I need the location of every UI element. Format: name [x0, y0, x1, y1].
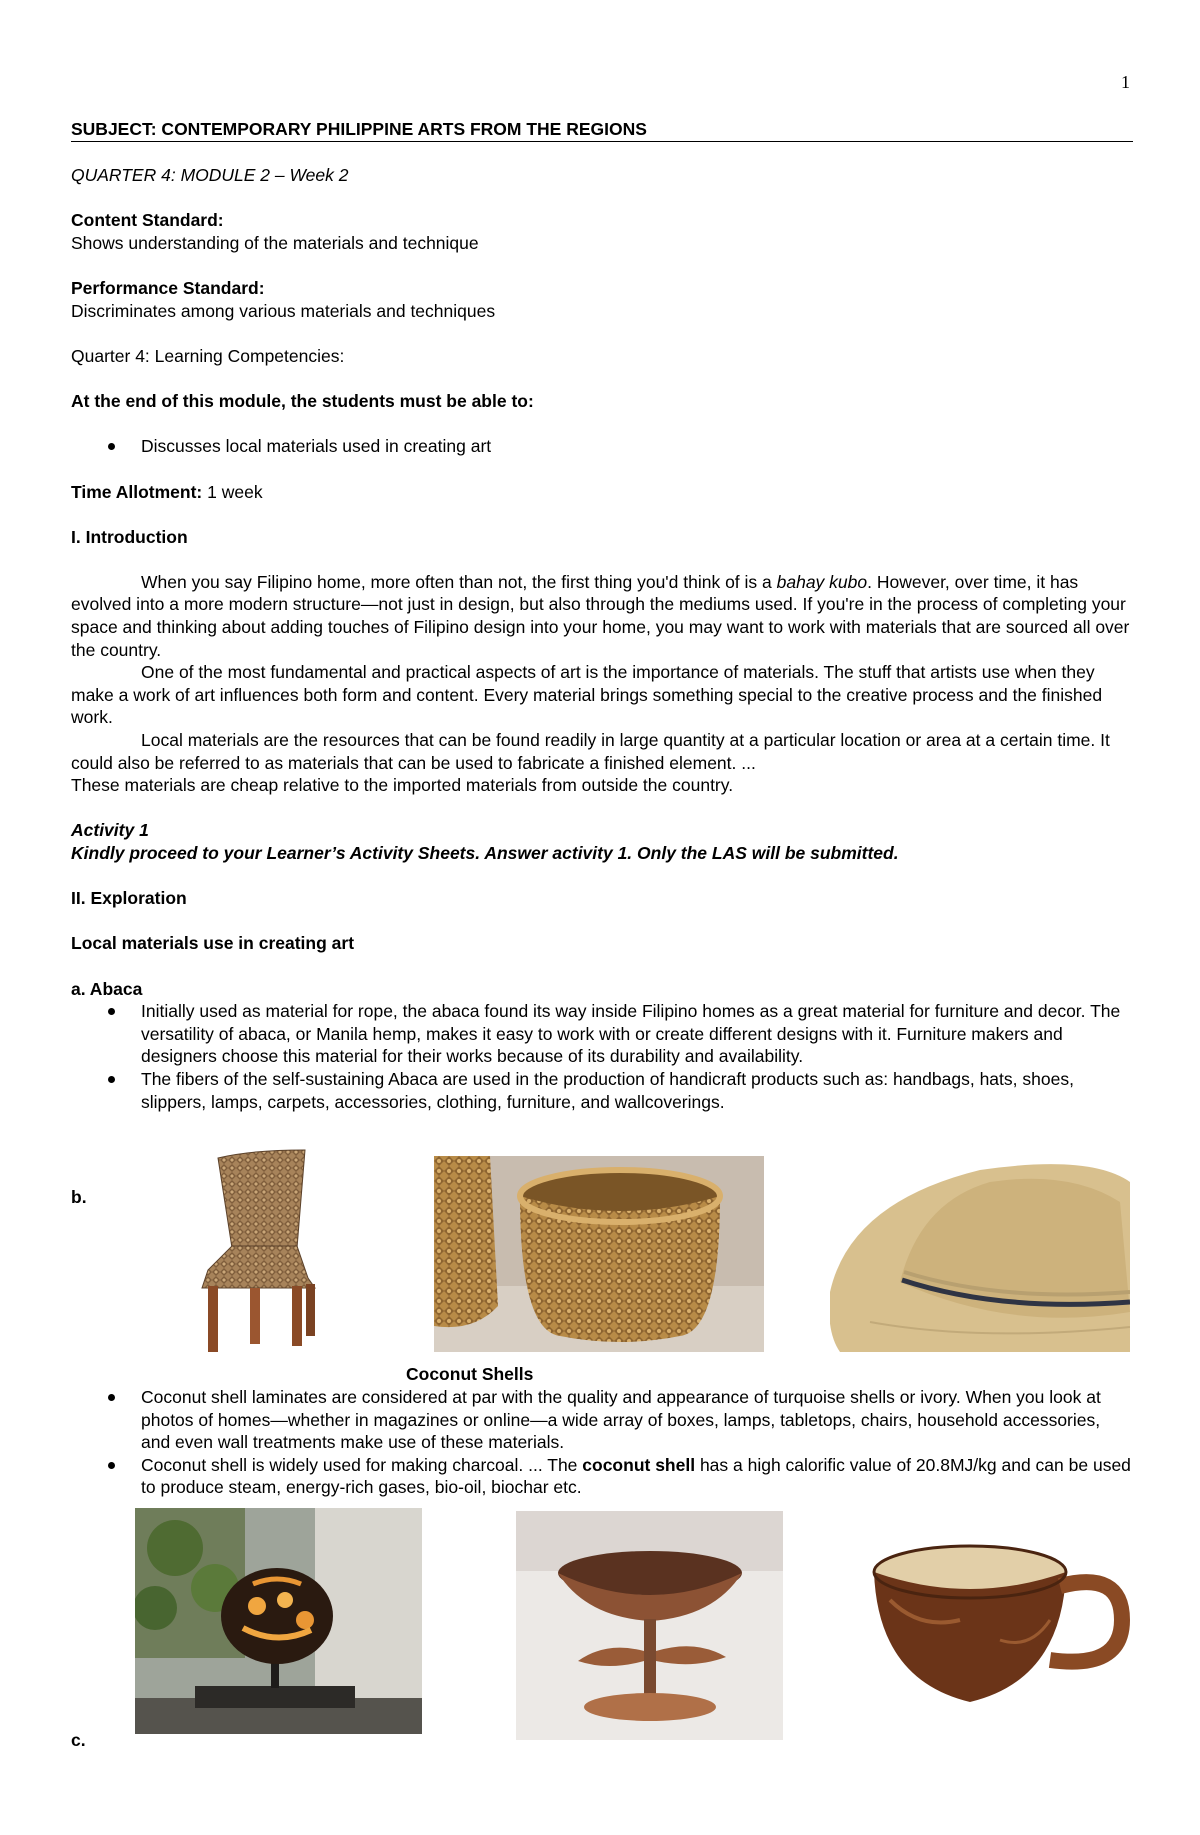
- intro-paragraph-1: When you say Filipino home, more often than not, the first thing you'd think of is a bahay kubo. However, over time, it has evolved into a more modern structure—not just in design, but also through the mediums used. If you're in the process of completing your space and thinking about adding touches of Filipino design into your home, you may want to work with materials that are sourced all over the country.: [71, 571, 1130, 660]
- bahay-kubo-term: bahay kubo: [776, 571, 868, 592]
- activity-title: Activity 1: [71, 820, 149, 841]
- label-c: c.: [71, 1730, 86, 1750]
- time-allotment-label: Time Allotment:: [71, 481, 203, 502]
- abaca-hat-image: [830, 1162, 1130, 1352]
- abaca-heading: a. Abaca: [71, 978, 143, 999]
- time-allotment: [71, 481, 1133, 504]
- competencies-label: Quarter 4: Learning Competencies:: [71, 345, 345, 366]
- quarter-label: QUARTER 4: MODULE 2 – Week 2: [71, 165, 349, 186]
- coconut-bullet-2: Coconut shell is widely used for making charcoal. ... The coconut shell has a high calorific value of 20.8MJ/kg and can be used to produce steam, energy-rich gases, bio-oil, biochar etc.: [141, 1454, 1133, 1499]
- abaca-bullet-1: Initially used as material for rope, the abaca found its way inside Filipino homes as a great material for furniture and decor. The versatility of abaca, or Manila hemp, makes it easy to work with or create different designs with it. Furniture makers and designers choose this material for their works because of its durability and availability.: [141, 1000, 1133, 1068]
- abaca-list: [71, 1000, 1133, 1113]
- introduction-heading: I. Introduction: [71, 526, 188, 547]
- coconut-bullet-1: Coconut shell laminates are considered at par with the quality and appearance of turquoise shells or ivory. When you look at photos of homes—whether in magazines or online—a wide array of boxes, lamps, tabletops, chairs, household accessories, and even wall treatments make use of these materials.: [141, 1386, 1133, 1454]
- time-allotment-value: 1 week: [202, 481, 263, 502]
- coconut-shell-term: coconut shell: [582, 1454, 696, 1475]
- label-b: b.: [71, 1187, 87, 1207]
- document-body: [71, 118, 1133, 1113]
- coconut-section: [71, 1386, 1133, 1499]
- content-standard-text: Shows understanding of the materials and technique: [71, 232, 479, 253]
- performance-standard-text: Discriminates among various materials and techniques: [71, 300, 496, 321]
- page-number: 1: [1121, 72, 1130, 92]
- exploration-subheading: Local materials use in creating art: [71, 933, 355, 954]
- objective-item: Discusses local materials used in creating art: [141, 435, 1133, 458]
- intro-paragraph-4: These materials are cheap relative to the imported materials from outside the country.: [71, 775, 734, 796]
- coconut-lamp-image: [135, 1508, 422, 1734]
- intro-paragraph-2: One of the most fundamental and practical aspects of art is the importance of materials. The stuff that artists use when they make a work of art influences both form and content. Every material brings something special to the creative process and the finished work.: [71, 662, 1103, 728]
- coconut-heading: Coconut Shells: [406, 1364, 534, 1384]
- subject-heading: SUBJECT: CONTEMPORARY PHILIPPINE ARTS FROM THE REGIONS: [71, 118, 1133, 142]
- intro-paragraph-3: Local materials are the resources that can be found readily in large quantity at a particular location or area at a certain time. It could also be referred to as materials that can be used to fabricate a finished element. ...: [71, 730, 1110, 773]
- coconut-cup-image: [860, 1510, 1132, 1742]
- coconut-bowl-stand-image: [516, 1511, 783, 1740]
- coconut-list: [71, 1386, 1133, 1499]
- abaca-chair-image: [180, 1148, 340, 1360]
- objectives-intro: At the end of this module, the students must be able to:: [71, 391, 534, 412]
- abaca-bullet-2: The fibers of the self-sustaining Abaca are used in the production of handicraft products such as: handbags, hats, shoes, slippers, lamps, carpets, accessories, clothing, furniture, and wallcoverings.: [141, 1068, 1133, 1113]
- objectives-list: [71, 435, 1133, 458]
- abaca-basket-image: [434, 1156, 764, 1352]
- activity-instruction: Kindly proceed to your Learner’s Activity Sheets. Answer activity 1. Only the LAS will be submitted.: [71, 843, 899, 863]
- exploration-heading: II. Exploration: [71, 888, 187, 909]
- performance-standard-label: Performance Standard:: [71, 278, 265, 299]
- content-standard-label: Content Standard:: [71, 210, 224, 231]
